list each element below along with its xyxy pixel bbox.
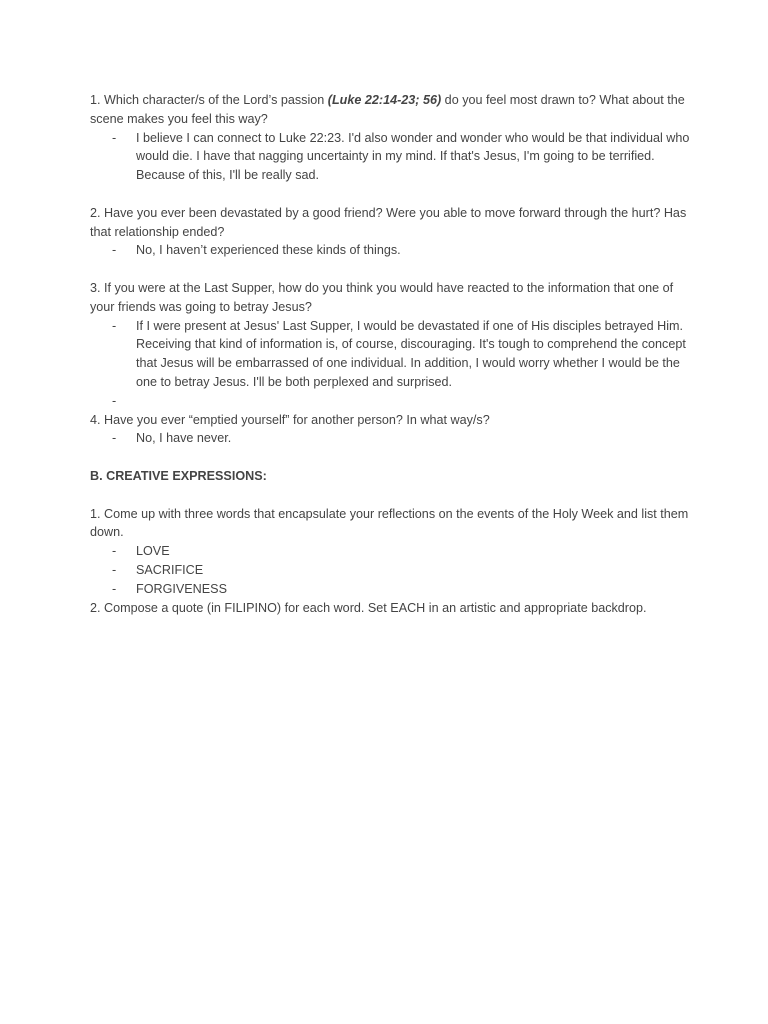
bullet-dash: -: [112, 581, 117, 596]
answer-3-text: If I were present at Jesus' Last Supper, I would be devastated if one of His disciples betrayed Him. Receiving that kind of information is, of course, discouraging. It's tough to comprehend the concept that Jesus will be embarrassed of one individual. In addition, I would worry whether I would be the one to betray Jesus. I'll be both perplexed and surprised.: [136, 318, 686, 389]
bullet-dash: -: [112, 544, 117, 559]
question-1: [90, 91, 690, 129]
bullet-dash: -: [112, 130, 117, 145]
bullet-dash: -: [112, 243, 117, 258]
bullet-dash: -: [112, 562, 117, 577]
word-sacrifice: SACRIFICE: [136, 562, 204, 577]
answer-4-text: No, I have never.: [136, 431, 232, 446]
word-item: [90, 580, 690, 599]
answer-3: [90, 317, 690, 392]
document-body: [90, 91, 690, 617]
answer-2-text: No, I haven’t experienced these kinds of things.: [136, 243, 401, 258]
question-2: 2. Have you ever been devastated by a good friend? Were you able to move forward through the hurt? Has that relationship ended?: [90, 205, 687, 239]
bullet-dash: -: [112, 393, 117, 408]
section-b-heading: B. CREATIVE EXPRESSIONS:: [90, 468, 267, 483]
answer-4: [90, 429, 690, 448]
question-4: 4. Have you ever “emptied yourself” for another person? In what way/s?: [90, 412, 490, 427]
question-1-prefix: 1. Which character/s of the Lord’s passion: [90, 93, 328, 107]
empty-bullet: [90, 392, 690, 411]
scripture-reference: (Luke 22:14-23; 56): [327, 93, 442, 107]
word-item: [90, 561, 690, 580]
word-forgiveness: FORGIVENESS: [136, 581, 227, 596]
bullet-dash: -: [112, 431, 117, 446]
word-item: [90, 542, 690, 561]
answer-1-text: I believe I can connect to Luke 22:23. I'd also wonder and wonder who would be that individual who would die. I have that nagging uncertainty in my mind. If that's Jesus, I'm going to be terrified. Because of this, I'll be really sad.: [136, 130, 690, 183]
answer-1: [90, 129, 690, 185]
answer-2: [90, 241, 690, 260]
b-question-2: 2. Compose a quote (in FILIPINO) for each word. Set EACH in an artistic and appropriate backdrop.: [90, 600, 647, 615]
bullet-dash: -: [112, 318, 117, 333]
word-love: LOVE: [136, 544, 170, 559]
question-3: 3. If you were at the Last Supper, how do you think you would have reacted to the information that one of your friends was going to betray Jesus?: [90, 280, 674, 314]
b-question-1: 1. Come up with three words that encapsulate your reflections on the events of the Holy Week and list them down.: [90, 506, 689, 540]
question-1-suffix: do you feel most drawn to? What about the scene makes you feel this way?: [90, 93, 685, 126]
